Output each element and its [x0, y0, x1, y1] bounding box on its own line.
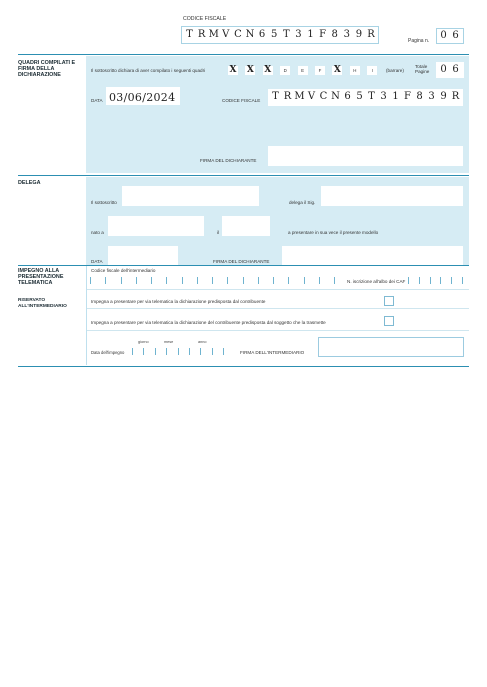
cf-intermediario-tick: [258, 277, 259, 284]
data-field[interactable]: [106, 87, 180, 105]
quadri-cf-letter-2: R: [283, 91, 292, 102]
quadri-cf-letter-1: T: [272, 91, 279, 102]
barrare-label: (barrare): [386, 68, 404, 73]
header-cf-letter-3: M: [208, 29, 219, 40]
header-cf-letter-12: F: [319, 29, 327, 40]
quadri-cf-letter-11: 1: [392, 91, 399, 102]
caf-tick: [440, 277, 441, 284]
totale-digit-2: 6: [452, 64, 459, 75]
impegno-row-line-3: [87, 330, 469, 331]
impegno-row-line-2: [87, 308, 469, 309]
cf-intermediario-tick: [273, 277, 274, 284]
impegno-option-2-checkbox[interactable]: [384, 316, 394, 326]
data-impegno-tick: [189, 348, 190, 355]
caf-tick: [451, 277, 452, 284]
data-label: DATA: [91, 98, 103, 103]
cf-intermediario-label: Codice fiscale dell'intermediario: [91, 268, 156, 273]
impegno-row-line-1: [87, 289, 469, 290]
cf-intermediario-tick: [90, 277, 91, 284]
caf-tick: [430, 277, 431, 284]
quadri-cf-letter-9: T: [368, 91, 375, 102]
mese-label: mese: [164, 340, 174, 344]
cf-intermediario-tick: [227, 277, 228, 284]
data-impegno-tick: [200, 348, 201, 355]
nato-label: nato a: [91, 230, 104, 235]
cf-intermediario-tick: [334, 277, 335, 284]
quadri-firma-field[interactable]: [268, 146, 463, 166]
caf-field[interactable]: [408, 275, 463, 284]
header-cf-letter-5: C: [234, 29, 242, 40]
delega-sig-field[interactable]: [321, 186, 463, 206]
il-field[interactable]: [222, 216, 270, 236]
header-cf-letter-8: 5: [271, 29, 278, 40]
quadro-h-checkbox[interactable]: H: [350, 66, 360, 75]
cf-intermediario-tick: [121, 277, 122, 284]
quadro-a-checkbox[interactable]: X: [229, 65, 237, 75]
section-impegno-title: IMPEGNO ALLA PRESENTAZIONE TELEMATICA: [18, 268, 64, 287]
cf-intermediario-tick: [105, 277, 106, 284]
data-impegno-field[interactable]: [132, 346, 224, 355]
totale-pagine-label: Totale Pagine: [415, 64, 430, 74]
quadri-cf-letter-16: R: [451, 91, 460, 102]
cf-intermediario-tick: [304, 277, 305, 284]
impegno-option-1-checkbox[interactable]: [384, 296, 394, 306]
delega-data-label: DATA: [91, 259, 103, 264]
quadri-bottom-rule: [18, 175, 469, 176]
quadri-cf-label: CODICE FISCALE: [222, 98, 261, 103]
header-cf-letter-1: T: [186, 29, 193, 40]
quadri-firma-label: FIRMA DEL DICHIARANTE: [200, 158, 257, 163]
il-label: il: [217, 230, 220, 235]
cf-intermediario-field[interactable]: [90, 275, 335, 284]
interm-firma-label: FIRMA DELL'INTERMEDIARIO: [240, 350, 305, 355]
impegno-divider-v: [86, 266, 87, 365]
data-value: 03/06/2024: [109, 91, 176, 104]
caf-tick: [408, 277, 409, 284]
caf-label: N. iscrizione all'albo dei CAF: [347, 279, 406, 284]
quadri-cf-field[interactable]: [268, 89, 463, 106]
header-cf-letter-9: T: [282, 29, 290, 40]
quadro-i-checkbox[interactable]: I: [367, 66, 377, 75]
header-cf-letter-6: N: [245, 29, 255, 40]
delega-sig-label: delega il Sig.: [289, 200, 316, 205]
delega-firma-field[interactable]: [282, 246, 463, 265]
impegno-bottom-rule: [18, 366, 469, 367]
impegno-option-1-label: Impegna a presentare per via telematica la dichiarazione predisposta dal contribuente: [91, 299, 266, 304]
data-impegno-tick: [178, 348, 179, 355]
cf-intermediario-tick: [319, 277, 320, 284]
anno-label: anno: [198, 340, 207, 344]
riservato-label: RISERVATO ALL'INTERMEDIARIO: [18, 298, 67, 310]
header-cf-letter-2: R: [197, 29, 206, 40]
caf-tick: [419, 277, 420, 284]
nato-field[interactable]: [108, 216, 204, 236]
header-cf-letter-14: 3: [343, 29, 350, 40]
quadri-cf-letter-7: 6: [344, 91, 351, 102]
cf-intermediario-tick: [182, 277, 183, 284]
data-impegno-tick: [166, 348, 167, 355]
caf-tick: [462, 277, 463, 284]
data-impegno-label: Data dell'impegno: [91, 350, 125, 355]
quadri-cf-letter-5: C: [319, 91, 328, 102]
section-delega-title: DELEGA: [18, 180, 41, 186]
cf-intermediario-tick: [151, 277, 152, 284]
delega-data-field[interactable]: [108, 246, 178, 265]
quadri-cf-letter-14: 3: [428, 91, 435, 102]
sottoscritto-field[interactable]: [122, 186, 259, 206]
data-impegno-tick: [212, 348, 213, 355]
cf-intermediario-tick: [288, 277, 289, 284]
header-cf-letter-10: 3: [295, 29, 302, 40]
pagina-field[interactable]: [436, 28, 464, 44]
cf-intermediario-tick: [212, 277, 213, 284]
cf-intermediario-tick: [166, 277, 167, 284]
delega-firma-label: FIRMA DEL DICHIARANTE: [213, 259, 270, 264]
header-cf-letter-15: 9: [355, 29, 363, 40]
quadri-cf-letter-8: 5: [356, 91, 363, 102]
header-cf-letter-13: 8: [331, 29, 338, 40]
section-quadri-title: QUADRI COMPILATI E FIRMA DELLA DICHIARAZIONE: [18, 60, 76, 79]
cf-intermediario-tick: [197, 277, 198, 284]
header-cf-letter-16: R: [367, 29, 375, 40]
interm-firma-field[interactable]: [318, 337, 464, 357]
quadri-cf-letter-12: F: [404, 91, 411, 102]
header-cf-letter-7: 6: [258, 29, 266, 40]
quadri-cf-letter-4: V: [307, 91, 316, 102]
data-impegno-tick: [155, 348, 156, 355]
quadro-d-checkbox[interactable]: D: [280, 66, 290, 75]
pagina-digit-1: 0: [440, 30, 447, 41]
cf-intermediario-tick: [243, 277, 244, 284]
totale-pagine-field[interactable]: [436, 62, 464, 78]
quadro-c-checkbox[interactable]: X: [264, 65, 272, 75]
quadri-cf-letter-6: N: [331, 91, 340, 102]
pagina-digit-2: 6: [452, 30, 459, 41]
quadro-e-checkbox[interactable]: E: [298, 66, 308, 75]
quadro-b-checkbox[interactable]: X: [246, 65, 254, 75]
header-cf-label: CODICE FISCALE: [183, 16, 227, 22]
pagina-label: Pagina n.: [408, 38, 430, 44]
data-impegno-tick: [143, 348, 144, 355]
quadro-g-checkbox[interactable]: X: [333, 65, 341, 75]
header-cf-field[interactable]: [181, 26, 379, 44]
quadri-cf-letter-13: 8: [416, 91, 423, 102]
cf-intermediario-tick: [136, 277, 137, 284]
data-impegno-tick: [223, 348, 224, 355]
quadri-cf-letter-3: M: [294, 91, 305, 102]
header-cf-letter-4: V: [222, 29, 230, 40]
header-cf-letter-11: 1: [307, 29, 314, 40]
giorno-label: giorno: [138, 340, 149, 344]
sottoscritto-label: Il sottoscritto: [91, 200, 117, 205]
presentare-label: a presentare in sua vece il presente modello: [288, 230, 379, 235]
totale-digit-1: 0: [440, 64, 447, 75]
quadri-statement: Il sottoscritto dichiara di aver compilato i seguenti quadri: [91, 68, 206, 73]
data-impegno-tick: [132, 348, 133, 355]
quadri-cf-letter-10: 3: [380, 91, 387, 102]
impegno-option-2-label: Impegna a presentare per via telematica la dichiarazione del contribuente predisposta dal soggetto che la trasmette: [91, 320, 326, 325]
quadro-f-checkbox[interactable]: F: [315, 66, 325, 75]
top-rule: [18, 54, 469, 55]
quadri-cf-letter-15: 9: [440, 91, 447, 102]
